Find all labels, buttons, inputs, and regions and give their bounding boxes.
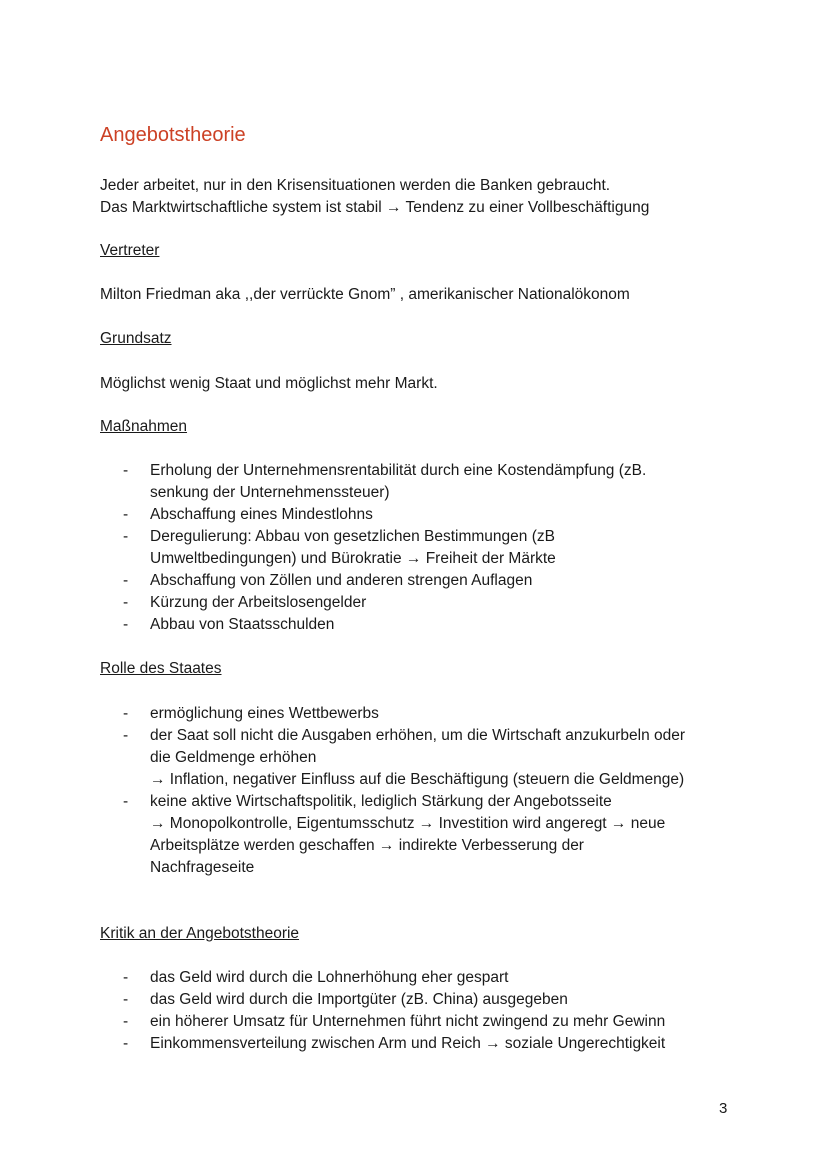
heading-massnahmen: Maßnahmen xyxy=(100,418,188,435)
intro-line-1: Jeder arbeitet, nur in den Krisensituationen werden die Banken gebraucht. xyxy=(100,177,611,194)
list-item: - das Geld wird durch die Importgüter (zB. China) ausgegeben xyxy=(123,991,568,1008)
list-item: - das Geld wird durch die Lohnerhöhung eher gespart xyxy=(123,969,509,986)
heading-grundsatz: Grundsatz xyxy=(100,330,172,347)
list-item: - Erholung der Unternehmensrentabilität durch eine Kostendämpfung (zB. senkung der Unternehmenssteuer) xyxy=(123,462,647,501)
massnahmen-list xyxy=(0,460,828,636)
list-item: - Abschaffung eines Mindestlohns xyxy=(123,506,373,523)
list-item: - Deregulierung: Abbau von gesetzlichen Bestimmungen (zB Umweltbedingungen) und Bürokratie → Freiheit der Märkte xyxy=(123,528,556,567)
heading-vertreter: Vertreter xyxy=(100,242,160,259)
list-item: - ermöglichung eines Wettbewerbs xyxy=(123,705,379,722)
heading-kritik: Kritik an der Angebotstheorie xyxy=(100,925,300,942)
list-item: - Kürzung der Arbeitslosengelder xyxy=(123,594,367,611)
vertreter-text: Milton Friedman aka ,,der verrückte Gnom” , amerikanischer Nationalökonom xyxy=(100,286,630,303)
heading-rolle-des-staates: Rolle des Staates xyxy=(100,660,222,677)
list-item: - ein höherer Umsatz für Unternehmen führt nicht zwingend zu mehr Gewinn xyxy=(123,1013,666,1030)
kritik-list xyxy=(0,967,828,1055)
list-item: - Abschaffung von Zöllen und anderen strengen Auflagen xyxy=(123,572,533,589)
grundsatz-text: Möglichst wenig Staat und möglichst mehr Markt. xyxy=(100,375,438,392)
list-item: - Einkommensverteilung zwischen Arm und Reich → soziale Ungerechtigkeit xyxy=(123,1035,666,1052)
document-title: Angebotstheorie xyxy=(100,124,246,146)
list-item: - der Saat soll nicht die Ausgaben erhöhen, um die Wirtschaft anzukurbeln oder die Geldmenge erhöhen → Inflation, negativer Einfluss auf die Beschäftigung (steuern die Geldmenge) xyxy=(123,727,686,788)
page-number: 3 xyxy=(719,1100,728,1117)
intro-line-2: Das Marktwirtschaftliche system ist stabil → Tendenz zu einer Vollbeschäftigung xyxy=(100,199,650,216)
list-item: - keine aktive Wirtschaftspolitik, lediglich Stärkung der Angebotsseite → Monopolkontrolle, Eigentumsschutz → Investition wird angeregt → neue Arbeitsplätze werden geschaffen → indirekte Verbesserung der Nachfrageseite xyxy=(123,793,666,876)
list-item: - Abbau von Staatsschulden xyxy=(123,616,335,633)
rolle-list xyxy=(0,703,828,879)
